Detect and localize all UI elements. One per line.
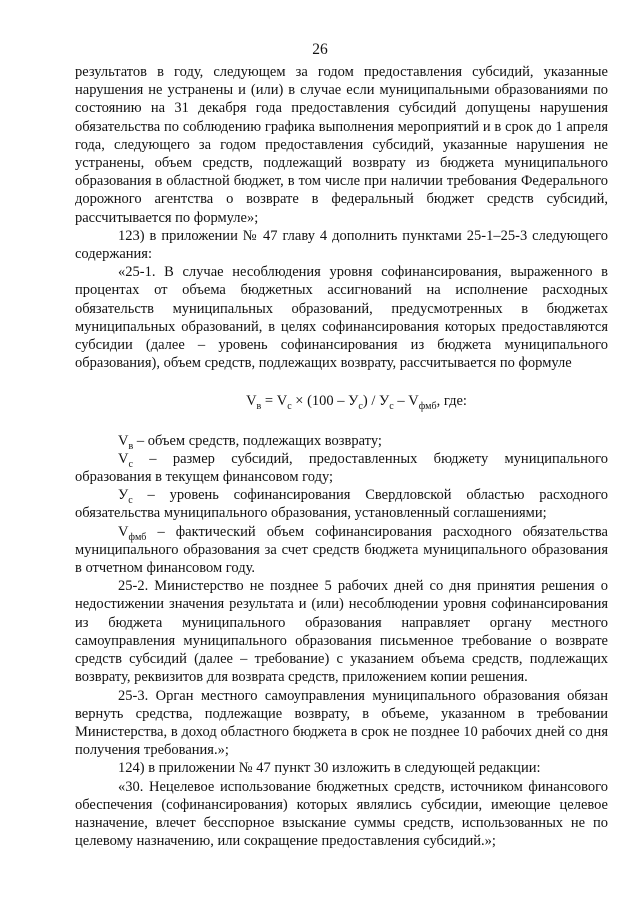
definition-vv: $V_в$ – объем средств, подлежащих возврату;: [118, 432, 382, 452]
paragraph-30: «30. Нецелевое использование бюджетных средств, источником финансового обеспечения (софинансирования) которых являлись субсидии, имеющие целевое назначение, влечет бесспорное взыскание суммы средств, использованных не по целевому назначению, или сокращение предоставления субсидий.»;: [75, 778, 608, 850]
paragraph-item-123: 123) в приложении № 47 главу 4 дополнить пунктами 25-1–25-3 следующего содержания:: [75, 227, 608, 263]
document-body: [75, 63, 608, 850]
paragraph-25-2: 25-2. Министерство не позднее 5 рабочих дней со дня принятия решения о недостижении значения результата и (или) несоблюдении уровня софинансирования из бюджета муниципального образования направляет органу местного самоуправления муниципального образования письменное требование о возврате средств субсидий (далее – требование) с указанием объема средств, подлежащих возврату, реквизитов для возврата средств, приложением копии решения.: [75, 578, 608, 686]
definition-vc: $V_с$ – размер субсидий, предоставленных бюджету муниципального образования в текущем финансовом году;: [75, 450, 608, 486]
paragraph-continuation: результатов в году, следующем за годом предоставления субсидий, указанные нарушения не устранены и (или) в случае если муниципальными образованиями по состоянию на 31 декабря года предоставления субсидий допущены нарушения обязательства по соблюдению графика выполнения мероприятий и в срок до 1 апреля года, следующего за годом предоставления субсидий, указанные нарушения не устранены, объем средств, подлежащий возврату из бюджета муниципального образования в областной бюджет, в том числе при наличии требования Федерального дорожного агентства о возврате в федеральный бюджет средств субсидий, рассчитывается по формуле»;: [75, 64, 608, 226]
paragraph-item-124: 124) в приложении № 47 пункт 30 изложить в следующей редакции:: [118, 760, 541, 777]
page-number: 26: [312, 41, 328, 58]
formula: $V_в = V_с \times (100 - У_с) / У_с - V_{фмб}$, где:: [246, 393, 467, 413]
paragraph-25-1: «25-1. В случае несоблюдения уровня софинансирования, выраженного в процентах от объема бюджетных ассигнований на исполнение расходных обязательств муниципальных образований, предусмотренных в бюджетах муниципальных образований, в целях софинансирования которых предоставляются субсидии (далее – уровень софинансирования из бюджета муниципального образования), объем средств, подлежащих возврату, рассчитывается по формуле: [75, 264, 608, 372]
definition-uc: $У_с$ – уровень софинансирования Свердловской областью расходного обязательства муниципального образования, установленный соглашениями;: [75, 487, 608, 522]
paragraph-25-3: 25-3. Орган местного самоуправления муниципального образования обязан вернуть средства, подлежащие возврату, в объеме, указанном в требовании Министерства, в доход областного бюджета в срок не позднее 10 рабочих дней со дня получения требования.»;: [75, 687, 608, 759]
definition-vfmb: $V_{фмб}$ – фактический объем софинансирования расходного обязательства муниципального образования за счет средств бюджета муниципального образования в отчетном финансовом году.: [75, 523, 608, 577]
